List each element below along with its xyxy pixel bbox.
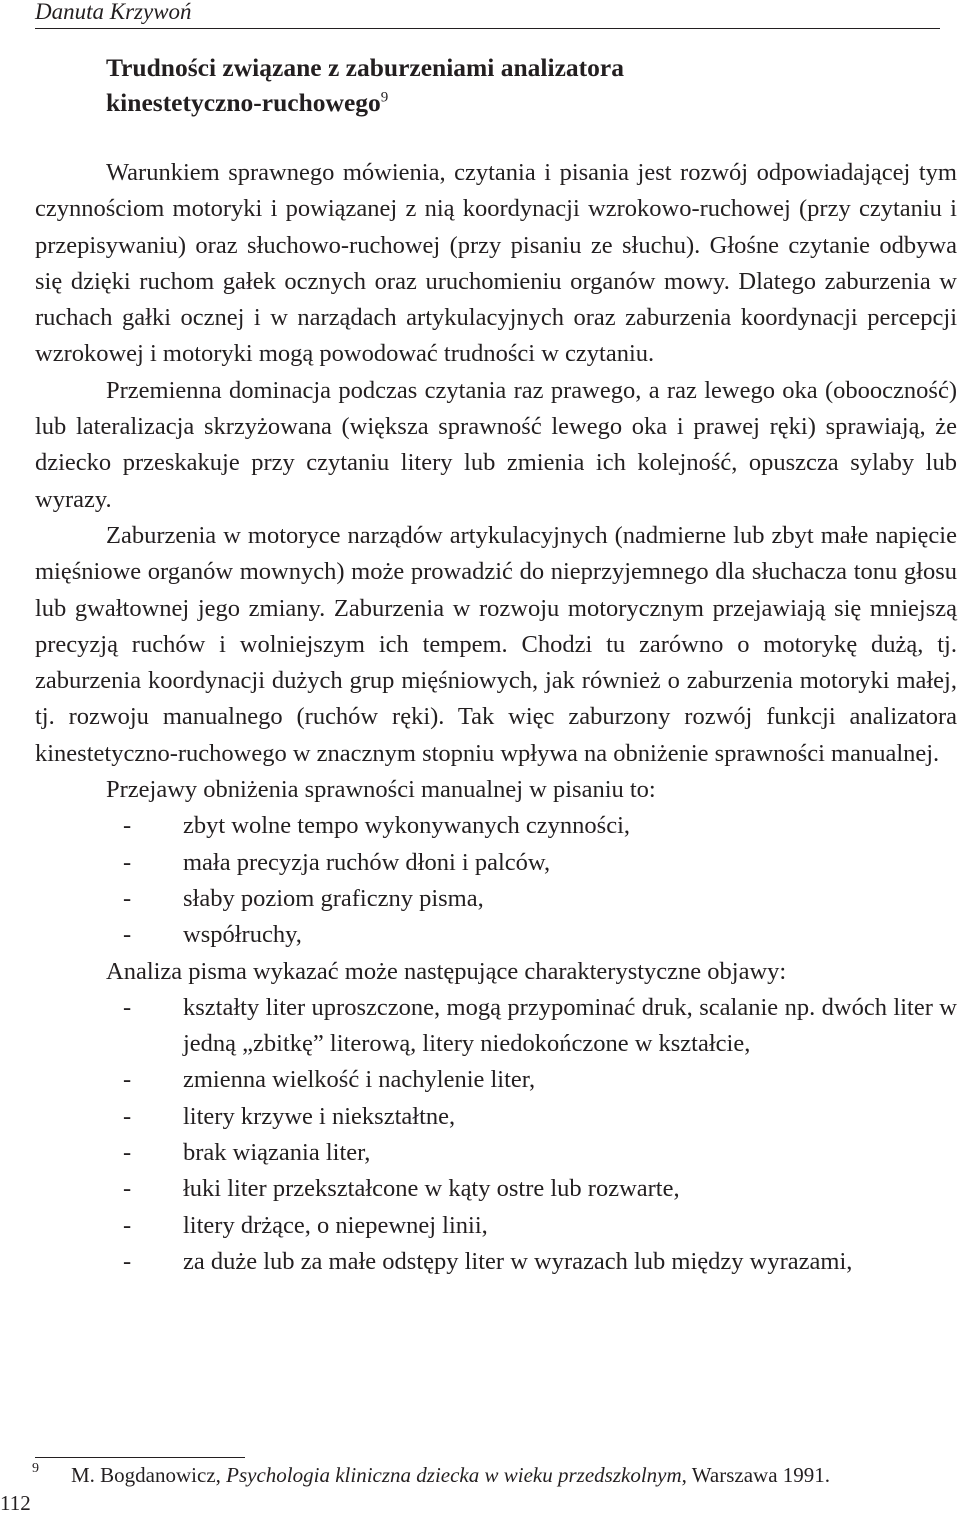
list-item-text: litery drżące, o niepewnej linii,	[183, 1211, 488, 1239]
footnote-text	[71, 1460, 830, 1490]
list-item-text: brak wiązania liter,	[183, 1139, 371, 1167]
dash-bullet: -	[123, 1139, 132, 1167]
list-intro: Przejawy obniżenia sprawności manualnej w pisaniu to:	[106, 776, 656, 804]
list-item	[35, 990, 957, 1063]
list-item	[35, 917, 957, 953]
list-item-text: zmienna wielkość i nachylenie liter,	[183, 1066, 536, 1094]
list-item	[35, 1062, 957, 1098]
footnote-publication: , Warszawa 1991.	[681, 1463, 831, 1487]
list-item-text: za duże lub za małe odstępy liter w wyrazach lub między wyrazami,	[183, 1247, 853, 1275]
list-item	[35, 881, 957, 917]
dash-bullet: -	[123, 812, 132, 840]
dash-bullet: -	[123, 848, 132, 876]
list-item-text: słaby poziom graficzny pisma,	[183, 884, 484, 912]
list-item	[35, 1244, 957, 1280]
list-item	[35, 1099, 957, 1135]
footnote-book-title: Psychologia kliniczna dziecka w wieku przedszkolnym	[226, 1463, 682, 1487]
list-item-text: współruchy,	[183, 921, 302, 949]
dash-bullet: -	[123, 921, 132, 949]
list-item	[35, 845, 957, 881]
dash-bullet: -	[123, 884, 132, 912]
list-item-text: zbyt wolne tempo wykonywanych czynności,	[183, 812, 631, 840]
body-text	[35, 155, 957, 1280]
running-header-author: Danuta Krzywoń	[35, 0, 192, 24]
section-title	[106, 50, 906, 120]
section-title-line-2	[106, 85, 906, 120]
page-number: 112	[0, 1491, 31, 1515]
list-item	[35, 1135, 957, 1171]
footnote-author: M. Bogdanowicz,	[71, 1463, 227, 1487]
dash-bullet: -	[123, 1102, 132, 1130]
dash-bullet: -	[123, 1247, 132, 1275]
footnote-reference: 9	[380, 89, 389, 106]
footnote-number: 9	[32, 1461, 39, 1476]
list-item-text: mała precyzja ruchów dłoni i palców,	[183, 848, 551, 876]
section-title-line-1: Trudności związane z zaburzeniami analizatora	[106, 53, 624, 82]
list-intro: Analiza pisma wykazać może następujące charakterystyczne objawy:	[106, 957, 787, 985]
footnote-divider	[35, 1457, 245, 1458]
list-item	[35, 1208, 957, 1244]
dash-bullet: -	[123, 993, 132, 1021]
paragraph: Zaburzenia w motoryce narządów artykulacyjnych (nadmierne lub zbyt małe napięcie mięśniowe organów mownych) może prowadzić do nieprzyjemnego dla słuchacza tonu głosu lub gwałtownej jego zmiany. Zaburzenia w rozwoju motorycznym przejawiają się mniejszą precyzją ruchów i wolniejszym ich tempem. Chodzi tu zarówno o motorykę dużą, tj. zaburzenia koordynacji dużych grup mięśniowych, jak również o zaburzenia motoryki małej, tj. rozwoju manualnego (ruchów ręki). Tak więc zaburzony rozwój funkcji analizatora kinestetyczno-ruchowego w znacznym stopniu wpływa na obniżenie sprawności manualnej.	[35, 521, 957, 767]
manual-skills-list	[35, 808, 957, 953]
paragraph: Warunkiem sprawnego mówienia, czytania i pisania jest rozwój odpowiadającej tym czynnościom motoryki i powiązanej z nią koordynacji wzrokowo-ruchowej (przy czytaniu i przepisywaniu) oraz słuchowo-ruchowej (przy pisaniu ze słuchu). Głośne czytanie odbywa się dzięki ruchom gałek ocznych oraz uruchomieniu organów mowy. Dlatego zaburzenia w ruchach gałki ocznej i w narządach artykulacyjnych oraz zaburzenia koordynacji percepcji wzrokowej i motoryki mogą powodować trudności w czytaniu.	[35, 159, 957, 368]
paragraph: Przemienna dominacja podczas czytania raz prawego, a raz lewego oka (obooczność) lub lateralizacja skrzyżowana (większa sprawność lewego oka i prawej ręki) sprawiają, że dziecko przeskakuje przy czytaniu litery lub zmienia ich kolejność, opuszcza sylaby lub wyrazy.	[35, 376, 957, 513]
list-item-text: kształty liter uproszczone, mogą przypominać druk, scalanie np. dwóch liter w jedną „zbitkę” literową, litery niedokończone w kształcie,	[183, 993, 957, 1058]
dash-bullet: -	[123, 1211, 132, 1239]
dash-bullet: -	[123, 1175, 132, 1203]
list-item	[35, 808, 957, 844]
running-header	[35, 0, 940, 29]
list-item-text: litery krzywe i niekształtne,	[183, 1102, 456, 1130]
list-item	[35, 1171, 957, 1207]
handwriting-symptoms-list	[35, 990, 957, 1280]
dash-bullet: -	[123, 1066, 132, 1094]
list-item-text: łuki liter przekształcone w kąty ostre lub rozwarte,	[183, 1175, 680, 1203]
section-title-line-2-text: kinestetyczno-ruchowego	[106, 88, 381, 117]
